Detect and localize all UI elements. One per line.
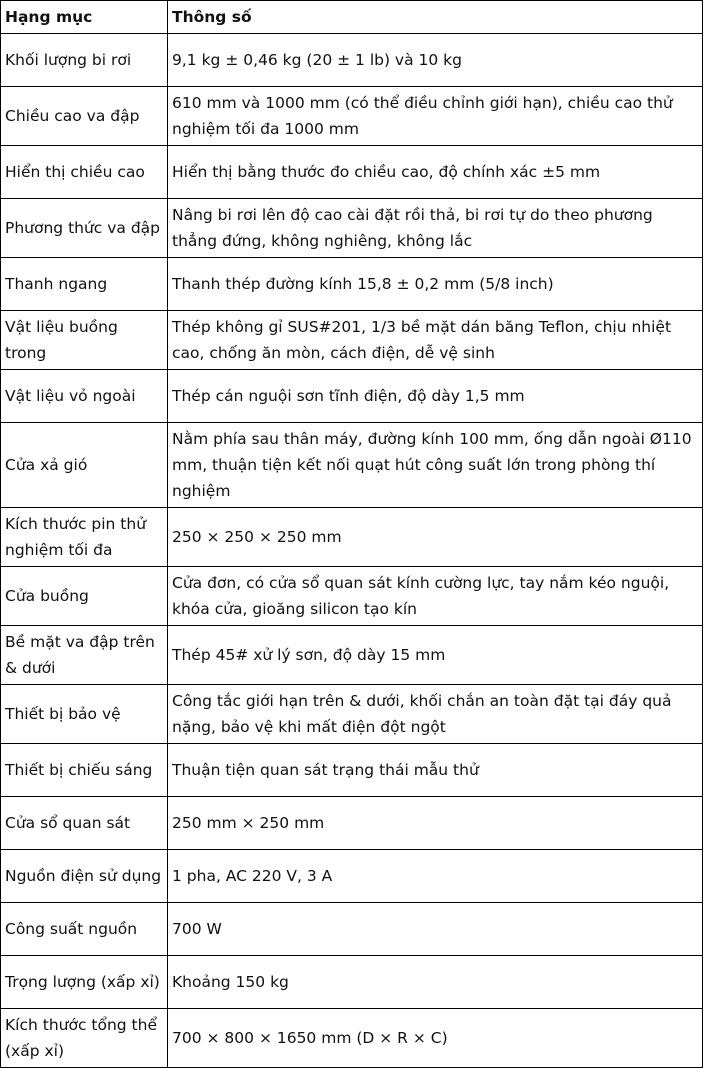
table-row <box>1 87 703 146</box>
row-value: Cửa đơn, có cửa sổ quan sát kính cường lực, tay nắm kéo nguội, khóa cửa, gioăng silicon tạo kín <box>168 567 703 626</box>
row-value: Thép 45# xử lý sơn, độ dày 15 mm <box>168 626 703 685</box>
table-row <box>1 850 703 903</box>
row-value: 610 mm và 1000 mm (có thể điều chỉnh giới hạn), chiều cao thử nghiệm tối đa 1000 mm <box>168 87 703 146</box>
table-row <box>1 34 703 87</box>
table-row <box>1 567 703 626</box>
header-item: Hạng mục <box>1 1 168 34</box>
header-row <box>1 1 703 34</box>
row-value: Thép không gỉ SUS#201, 1/3 bề mặt dán băng Teflon, chịu nhiệt cao, chống ăn mòn, cách điện, dễ vệ sinh <box>168 311 703 370</box>
row-value: Nằm phía sau thân máy, đường kính 100 mm, ống dẫn ngoài Ø110 mm, thuận tiện kết nối quạt hút công suất lớn trong phòng thí nghiệm <box>168 423 703 508</box>
row-label: Chiều cao va đập <box>1 87 168 146</box>
row-label: Kích thước pin thử nghiệm tối đa <box>1 508 168 567</box>
row-value: Nâng bi rơi lên độ cao cài đặt rồi thả, bi rơi tự do theo phương thẳng đứng, không nghiêng, không lắc <box>168 199 703 258</box>
table-row <box>1 423 703 508</box>
row-label: Thiết bị bảo vệ <box>1 685 168 744</box>
table-row <box>1 146 703 199</box>
row-value: 700 × 800 × 1650 mm (D × R × C) <box>168 1009 703 1068</box>
row-value: Thuận tiện quan sát trạng thái mẫu thử <box>168 744 703 797</box>
table-row <box>1 797 703 850</box>
row-value: Khoảng 150 kg <box>168 956 703 1009</box>
table-row <box>1 199 703 258</box>
table-row <box>1 903 703 956</box>
row-label: Bề mặt va đập trên & dưới <box>1 626 168 685</box>
row-value: 250 mm × 250 mm <box>168 797 703 850</box>
row-value: 700 W <box>168 903 703 956</box>
row-label: Nguồn điện sử dụng <box>1 850 168 903</box>
table-row <box>1 685 703 744</box>
header-spec: Thông số <box>168 1 703 34</box>
row-label: Khối lượng bi rơi <box>1 34 168 87</box>
row-label: Thanh ngang <box>1 258 168 311</box>
table-row <box>1 626 703 685</box>
table-row <box>1 744 703 797</box>
row-value: 250 × 250 × 250 mm <box>168 508 703 567</box>
row-label: Vật liệu buồng trong <box>1 311 168 370</box>
row-label: Hiển thị chiều cao <box>1 146 168 199</box>
row-label: Vật liệu vỏ ngoài <box>1 370 168 423</box>
table-row <box>1 370 703 423</box>
table-row <box>1 311 703 370</box>
row-value: Hiển thị bằng thước đo chiều cao, độ chính xác ±5 mm <box>168 146 703 199</box>
table-row <box>1 1009 703 1068</box>
row-value: Công tắc giới hạn trên & dưới, khối chắn an toàn đặt tại đáy quả nặng, bảo vệ khi mất điện đột ngột <box>168 685 703 744</box>
row-label: Thiết bị chiếu sáng <box>1 744 168 797</box>
table-row <box>1 258 703 311</box>
row-value: 1 pha, AC 220 V, 3 A <box>168 850 703 903</box>
row-label: Phương thức va đập <box>1 199 168 258</box>
row-label: Cửa sổ quan sát <box>1 797 168 850</box>
row-value: 9,1 kg ± 0,46 kg (20 ± 1 lb) và 10 kg <box>168 34 703 87</box>
row-label: Cửa xả gió <box>1 423 168 508</box>
row-value: Thép cán nguội sơn tĩnh điện, độ dày 1,5 mm <box>168 370 703 423</box>
table-row <box>1 508 703 567</box>
row-label: Trọng lượng (xấp xỉ) <box>1 956 168 1009</box>
row-value: Thanh thép đường kính 15,8 ± 0,2 mm (5/8 inch) <box>168 258 703 311</box>
row-label: Kích thước tổng thể (xấp xỉ) <box>1 1009 168 1068</box>
row-label: Công suất nguồn <box>1 903 168 956</box>
row-label: Cửa buồng <box>1 567 168 626</box>
